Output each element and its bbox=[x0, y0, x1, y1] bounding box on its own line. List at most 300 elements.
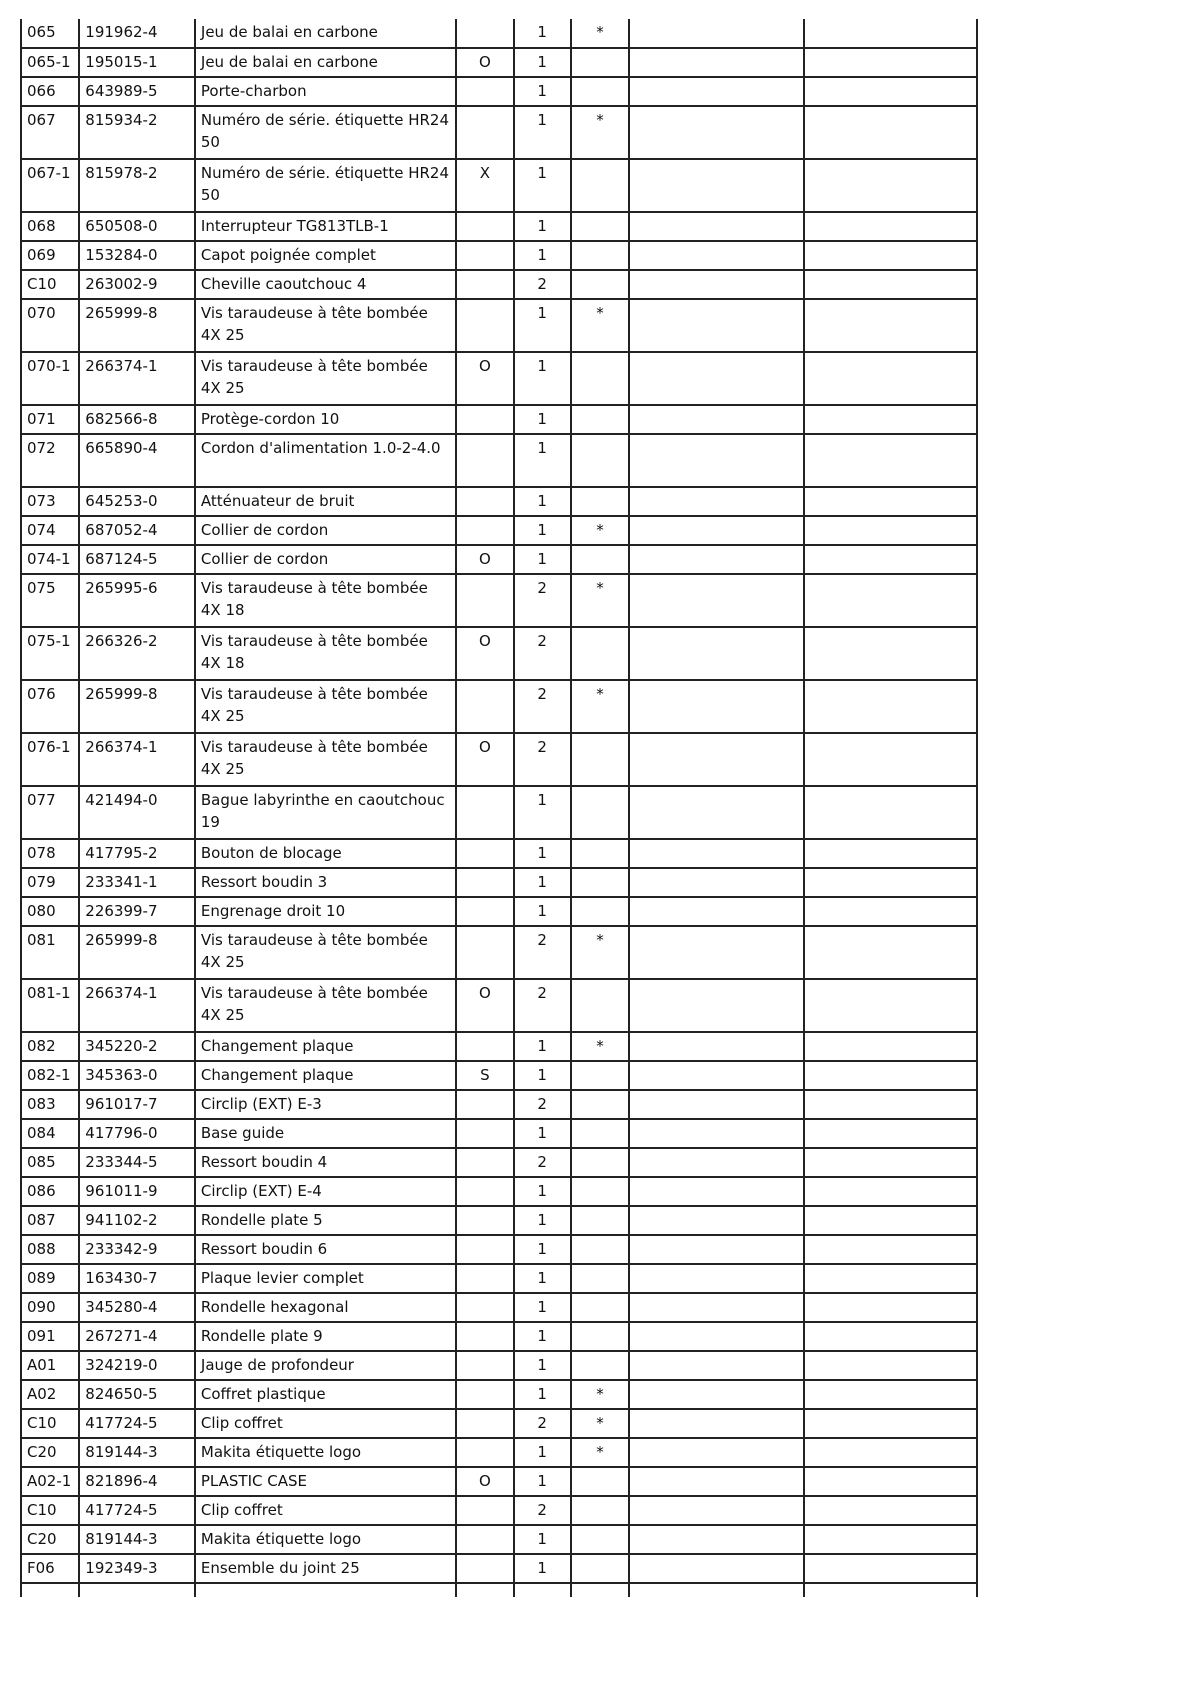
part-number-cell: 191962-4 bbox=[79, 19, 195, 48]
empty-cell bbox=[629, 1467, 804, 1496]
note-cell bbox=[571, 270, 629, 299]
description-cell: Cheville caoutchouc 4 bbox=[195, 270, 456, 299]
empty-cell bbox=[804, 1264, 977, 1293]
empty-cell bbox=[804, 241, 977, 270]
empty-cell bbox=[804, 1148, 977, 1177]
table-row bbox=[21, 1177, 977, 1206]
note-cell bbox=[571, 1177, 629, 1206]
empty-cell bbox=[804, 786, 977, 839]
part-number-cell: 643989-5 bbox=[79, 77, 195, 106]
description-cell: Base guide bbox=[195, 1119, 456, 1148]
code-cell bbox=[456, 1351, 513, 1380]
description-cell: Makita étiquette logo bbox=[195, 1525, 456, 1554]
table-row bbox=[21, 1409, 977, 1438]
empty-cell bbox=[629, 1032, 804, 1061]
description-cell: Circlip (EXT) E-4 bbox=[195, 1177, 456, 1206]
table-row bbox=[21, 1554, 977, 1583]
item-number-cell: 076-1 bbox=[21, 733, 79, 786]
table-row bbox=[21, 545, 977, 574]
quantity-cell: 1 bbox=[514, 1032, 571, 1061]
table-row bbox=[21, 1322, 977, 1351]
code-cell bbox=[456, 1525, 513, 1554]
item-number-cell: 091 bbox=[21, 1322, 79, 1351]
table-row bbox=[21, 48, 977, 77]
empty-cell bbox=[804, 1583, 977, 1597]
note-cell bbox=[571, 1090, 629, 1119]
empty-cell bbox=[629, 926, 804, 979]
table-row bbox=[21, 516, 977, 545]
note-cell bbox=[571, 1467, 629, 1496]
item-number-cell: 088 bbox=[21, 1235, 79, 1264]
table-row bbox=[21, 1293, 977, 1322]
quantity-cell: 1 bbox=[514, 299, 571, 352]
item-number-cell: 085 bbox=[21, 1148, 79, 1177]
note-cell bbox=[571, 1525, 629, 1554]
code-cell bbox=[456, 1496, 513, 1525]
empty-cell bbox=[804, 868, 977, 897]
item-number-cell: C20 bbox=[21, 1525, 79, 1554]
description-cell: Vis taraudeuse à tête bombée 4X 25 bbox=[195, 352, 456, 405]
table-row bbox=[21, 77, 977, 106]
description-cell: Vis taraudeuse à tête bombée 4X 25 bbox=[195, 680, 456, 733]
code-cell bbox=[456, 786, 513, 839]
quantity-cell: 2 bbox=[514, 270, 571, 299]
empty-cell bbox=[629, 868, 804, 897]
part-number-cell: 233344-5 bbox=[79, 1148, 195, 1177]
quantity-cell: 1 bbox=[514, 106, 571, 159]
description-cell: Capot poignée complet bbox=[195, 241, 456, 270]
part-number-cell: 265999-8 bbox=[79, 299, 195, 352]
part-number-cell: 265999-8 bbox=[79, 926, 195, 979]
code-cell bbox=[456, 897, 513, 926]
quantity-cell: 1 bbox=[514, 77, 571, 106]
empty-cell bbox=[804, 1177, 977, 1206]
part-number-cell: 265999-8 bbox=[79, 680, 195, 733]
note-cell: * bbox=[571, 516, 629, 545]
part-number-cell: 195015-1 bbox=[79, 48, 195, 77]
table-row bbox=[21, 627, 977, 680]
empty-cell bbox=[804, 627, 977, 680]
item-number-cell: 089 bbox=[21, 1264, 79, 1293]
quantity-cell: 2 bbox=[514, 926, 571, 979]
empty-cell bbox=[804, 1438, 977, 1467]
code-cell bbox=[456, 212, 513, 241]
table-row bbox=[21, 868, 977, 897]
item-number-cell: C10 bbox=[21, 1409, 79, 1438]
item-number-cell: 076 bbox=[21, 680, 79, 733]
empty-cell bbox=[629, 545, 804, 574]
empty-cell bbox=[629, 839, 804, 868]
empty-cell bbox=[804, 405, 977, 434]
note-cell: * bbox=[571, 574, 629, 627]
code-cell bbox=[456, 77, 513, 106]
description-cell: Changement plaque bbox=[195, 1032, 456, 1061]
note-cell bbox=[571, 77, 629, 106]
description-cell: PLASTIC CASE bbox=[195, 1467, 456, 1496]
part-number-cell: 645253-0 bbox=[79, 487, 195, 516]
code-cell bbox=[456, 19, 513, 48]
note-cell: * bbox=[571, 19, 629, 48]
empty-cell bbox=[629, 1409, 804, 1438]
note-cell bbox=[571, 48, 629, 77]
code-cell bbox=[456, 574, 513, 627]
note-cell bbox=[571, 868, 629, 897]
description-cell: Porte-charbon bbox=[195, 77, 456, 106]
part-number-cell: 815934-2 bbox=[79, 106, 195, 159]
part-number-cell: 265995-6 bbox=[79, 574, 195, 627]
table-row bbox=[21, 241, 977, 270]
empty-cell bbox=[629, 1264, 804, 1293]
item-number-cell: 075-1 bbox=[21, 627, 79, 680]
description-cell: Clip coffret bbox=[195, 1409, 456, 1438]
note-cell bbox=[571, 545, 629, 574]
code-cell bbox=[456, 1177, 513, 1206]
empty-cell bbox=[629, 680, 804, 733]
table-row bbox=[21, 1380, 977, 1409]
note-cell: * bbox=[571, 926, 629, 979]
code-cell: O bbox=[456, 545, 513, 574]
item-number-cell: 067-1 bbox=[21, 159, 79, 212]
description-cell: Vis taraudeuse à tête bombée 4X 25 bbox=[195, 299, 456, 352]
empty-cell bbox=[804, 19, 977, 48]
empty-cell bbox=[804, 1351, 977, 1380]
part-number-cell: 233342-9 bbox=[79, 1235, 195, 1264]
description-cell: Vis taraudeuse à tête bombée 4X 18 bbox=[195, 574, 456, 627]
empty-cell bbox=[629, 1351, 804, 1380]
empty-cell bbox=[804, 1032, 977, 1061]
empty-cell bbox=[804, 1554, 977, 1583]
empty-cell bbox=[79, 1583, 195, 1597]
item-number-cell: 065 bbox=[21, 19, 79, 48]
quantity-cell: 1 bbox=[514, 1206, 571, 1235]
empty-cell bbox=[629, 516, 804, 545]
empty-cell bbox=[629, 786, 804, 839]
item-number-cell: 081-1 bbox=[21, 979, 79, 1032]
note-cell: * bbox=[571, 1409, 629, 1438]
empty-cell bbox=[804, 77, 977, 106]
empty-cell bbox=[629, 106, 804, 159]
part-number-cell: 421494-0 bbox=[79, 786, 195, 839]
part-number-cell: 815978-2 bbox=[79, 159, 195, 212]
empty-cell bbox=[629, 979, 804, 1032]
empty-cell bbox=[629, 212, 804, 241]
note-cell bbox=[571, 1496, 629, 1525]
note-cell bbox=[571, 1119, 629, 1148]
table-row bbox=[21, 352, 977, 405]
empty-cell bbox=[629, 1090, 804, 1119]
empty-cell bbox=[629, 352, 804, 405]
part-number-cell: 266374-1 bbox=[79, 979, 195, 1032]
item-number-cell: 087 bbox=[21, 1206, 79, 1235]
note-cell: * bbox=[571, 299, 629, 352]
item-number-cell: 069 bbox=[21, 241, 79, 270]
code-cell bbox=[456, 1235, 513, 1264]
code-cell: O bbox=[456, 1467, 513, 1496]
empty-cell bbox=[195, 1583, 456, 1597]
empty-cell bbox=[629, 1525, 804, 1554]
empty-cell bbox=[629, 1496, 804, 1525]
description-cell: Vis taraudeuse à tête bombée 4X 25 bbox=[195, 926, 456, 979]
code-cell bbox=[456, 1264, 513, 1293]
empty-cell bbox=[804, 159, 977, 212]
empty-cell bbox=[629, 405, 804, 434]
code-cell bbox=[456, 1380, 513, 1409]
quantity-cell: 1 bbox=[514, 1235, 571, 1264]
quantity-cell: 1 bbox=[514, 1293, 571, 1322]
item-number-cell: 077 bbox=[21, 786, 79, 839]
table-row bbox=[21, 786, 977, 839]
code-cell bbox=[456, 1032, 513, 1061]
empty-cell bbox=[804, 1409, 977, 1438]
empty-cell bbox=[804, 434, 977, 487]
part-number-cell: 961017-7 bbox=[79, 1090, 195, 1119]
part-number-cell: 682566-8 bbox=[79, 405, 195, 434]
item-number-cell: 074-1 bbox=[21, 545, 79, 574]
description-cell: Bague labyrinthe en caoutchouc 19 bbox=[195, 786, 456, 839]
empty-cell bbox=[804, 1090, 977, 1119]
quantity-cell: 2 bbox=[514, 1409, 571, 1438]
empty-cell bbox=[629, 1293, 804, 1322]
table-row bbox=[21, 1148, 977, 1177]
part-number-cell: 650508-0 bbox=[79, 212, 195, 241]
quantity-cell: 1 bbox=[514, 1322, 571, 1351]
description-cell: Engrenage droit 10 bbox=[195, 897, 456, 926]
note-cell bbox=[571, 1351, 629, 1380]
description-cell: Collier de cordon bbox=[195, 516, 456, 545]
table-row bbox=[21, 839, 977, 868]
code-cell bbox=[456, 106, 513, 159]
item-number-cell: 080 bbox=[21, 897, 79, 926]
code-cell bbox=[456, 405, 513, 434]
empty-cell bbox=[804, 897, 977, 926]
note-cell bbox=[571, 405, 629, 434]
part-number-cell: 233341-1 bbox=[79, 868, 195, 897]
table-row bbox=[21, 574, 977, 627]
table-row bbox=[21, 926, 977, 979]
description-cell: Circlip (EXT) E-3 bbox=[195, 1090, 456, 1119]
description-cell: Vis taraudeuse à tête bombée 4X 25 bbox=[195, 733, 456, 786]
note-cell: * bbox=[571, 680, 629, 733]
item-number-cell: 086 bbox=[21, 1177, 79, 1206]
part-number-cell: 163430-7 bbox=[79, 1264, 195, 1293]
empty-cell bbox=[804, 926, 977, 979]
item-number-cell: 071 bbox=[21, 405, 79, 434]
empty-cell bbox=[629, 434, 804, 487]
code-cell bbox=[456, 1206, 513, 1235]
empty-cell bbox=[804, 106, 977, 159]
part-number-cell: 266374-1 bbox=[79, 352, 195, 405]
part-number-cell: 417795-2 bbox=[79, 839, 195, 868]
empty-cell bbox=[804, 1322, 977, 1351]
item-number-cell: 067 bbox=[21, 106, 79, 159]
code-cell bbox=[456, 1090, 513, 1119]
empty-cell bbox=[804, 574, 977, 627]
quantity-cell: 1 bbox=[514, 241, 571, 270]
quantity-cell: 1 bbox=[514, 868, 571, 897]
empty-cell bbox=[629, 1061, 804, 1090]
item-number-cell: 073 bbox=[21, 487, 79, 516]
empty-cell bbox=[804, 1119, 977, 1148]
description-cell: Atténuateur de bruit bbox=[195, 487, 456, 516]
part-number-cell: 153284-0 bbox=[79, 241, 195, 270]
empty-cell bbox=[629, 627, 804, 680]
empty-cell bbox=[456, 1583, 513, 1597]
item-number-cell: A01 bbox=[21, 1351, 79, 1380]
description-cell: Clip coffret bbox=[195, 1496, 456, 1525]
item-number-cell: 065-1 bbox=[21, 48, 79, 77]
note-cell bbox=[571, 979, 629, 1032]
code-cell: O bbox=[456, 979, 513, 1032]
part-number-cell: 417724-5 bbox=[79, 1496, 195, 1525]
description-cell: Bouton de blocage bbox=[195, 839, 456, 868]
quantity-cell: 1 bbox=[514, 48, 571, 77]
empty-cell bbox=[804, 270, 977, 299]
quantity-cell: 1 bbox=[514, 1264, 571, 1293]
empty-cell bbox=[629, 48, 804, 77]
quantity-cell: 1 bbox=[514, 434, 571, 487]
empty-cell bbox=[629, 1380, 804, 1409]
parts-table bbox=[20, 19, 978, 1597]
table-row bbox=[21, 434, 977, 487]
item-number-cell: 068 bbox=[21, 212, 79, 241]
description-cell: Cordon d'alimentation 1.0-2-4.0 bbox=[195, 434, 456, 487]
note-cell bbox=[571, 1061, 629, 1090]
quantity-cell: 1 bbox=[514, 1177, 571, 1206]
note-cell bbox=[571, 897, 629, 926]
part-number-cell: 819144-3 bbox=[79, 1438, 195, 1467]
quantity-cell: 1 bbox=[514, 212, 571, 241]
note-cell bbox=[571, 1235, 629, 1264]
empty-cell bbox=[804, 1235, 977, 1264]
empty-cell bbox=[804, 1496, 977, 1525]
quantity-cell: 1 bbox=[514, 1554, 571, 1583]
part-number-cell: 687052-4 bbox=[79, 516, 195, 545]
item-number-cell: 070-1 bbox=[21, 352, 79, 405]
empty-cell bbox=[629, 487, 804, 516]
empty-cell bbox=[804, 516, 977, 545]
note-cell bbox=[571, 1554, 629, 1583]
note-cell bbox=[571, 1293, 629, 1322]
code-cell bbox=[456, 1148, 513, 1177]
table-row bbox=[21, 270, 977, 299]
part-number-cell: 267271-4 bbox=[79, 1322, 195, 1351]
note-cell bbox=[571, 1206, 629, 1235]
description-cell: Ressort boudin 4 bbox=[195, 1148, 456, 1177]
part-number-cell: 192349-3 bbox=[79, 1554, 195, 1583]
part-number-cell: 821896-4 bbox=[79, 1467, 195, 1496]
note-cell: * bbox=[571, 1438, 629, 1467]
table-row bbox=[21, 1525, 977, 1554]
description-cell: Makita étiquette logo bbox=[195, 1438, 456, 1467]
quantity-cell: 1 bbox=[514, 1438, 571, 1467]
note-cell bbox=[571, 1264, 629, 1293]
description-cell: Vis taraudeuse à tête bombée 4X 25 bbox=[195, 979, 456, 1032]
code-cell bbox=[456, 299, 513, 352]
quantity-cell: 1 bbox=[514, 897, 571, 926]
quantity-cell: 1 bbox=[514, 487, 571, 516]
part-number-cell: 819144-3 bbox=[79, 1525, 195, 1554]
code-cell bbox=[456, 1119, 513, 1148]
item-number-cell: 075 bbox=[21, 574, 79, 627]
empty-cell bbox=[629, 1583, 804, 1597]
item-number-cell: 074 bbox=[21, 516, 79, 545]
empty-cell bbox=[804, 1061, 977, 1090]
item-number-cell: A02-1 bbox=[21, 1467, 79, 1496]
quantity-cell: 1 bbox=[514, 1119, 571, 1148]
code-cell bbox=[456, 680, 513, 733]
table-row bbox=[21, 897, 977, 926]
code-cell bbox=[456, 516, 513, 545]
quantity-cell: 2 bbox=[514, 574, 571, 627]
quantity-cell: 1 bbox=[514, 19, 571, 48]
part-number-cell: 941102-2 bbox=[79, 1206, 195, 1235]
table-row bbox=[21, 405, 977, 434]
empty-cell bbox=[629, 897, 804, 926]
empty-cell bbox=[629, 1206, 804, 1235]
item-number-cell: 078 bbox=[21, 839, 79, 868]
empty-cell bbox=[804, 1293, 977, 1322]
item-number-cell: 082 bbox=[21, 1032, 79, 1061]
note-cell bbox=[571, 241, 629, 270]
item-number-cell: 070 bbox=[21, 299, 79, 352]
code-cell bbox=[456, 868, 513, 897]
empty-cell bbox=[804, 48, 977, 77]
empty-cell bbox=[629, 19, 804, 48]
code-cell bbox=[456, 1438, 513, 1467]
empty-cell bbox=[629, 1148, 804, 1177]
empty-cell bbox=[629, 159, 804, 212]
part-number-cell: 961011-9 bbox=[79, 1177, 195, 1206]
empty-cell bbox=[629, 1322, 804, 1351]
part-number-cell: 345280-4 bbox=[79, 1293, 195, 1322]
part-number-cell: 687124-5 bbox=[79, 545, 195, 574]
table-row bbox=[21, 1206, 977, 1235]
part-number-cell: 226399-7 bbox=[79, 897, 195, 926]
table-row bbox=[21, 1467, 977, 1496]
table-row bbox=[21, 1496, 977, 1525]
note-cell bbox=[571, 786, 629, 839]
note-cell bbox=[571, 627, 629, 680]
code-cell bbox=[456, 270, 513, 299]
note-cell bbox=[571, 212, 629, 241]
empty-cell bbox=[629, 733, 804, 786]
table-row-cutoff bbox=[21, 1583, 977, 1597]
code-cell: X bbox=[456, 159, 513, 212]
table-row bbox=[21, 979, 977, 1032]
description-cell: Changement plaque bbox=[195, 1061, 456, 1090]
note-cell bbox=[571, 434, 629, 487]
part-number-cell: 263002-9 bbox=[79, 270, 195, 299]
part-number-cell: 266326-2 bbox=[79, 627, 195, 680]
quantity-cell: 1 bbox=[514, 545, 571, 574]
empty-cell bbox=[804, 545, 977, 574]
empty-cell bbox=[629, 270, 804, 299]
note-cell bbox=[571, 1148, 629, 1177]
table-row bbox=[21, 1061, 977, 1090]
quantity-cell: 2 bbox=[514, 1090, 571, 1119]
empty-cell bbox=[629, 1554, 804, 1583]
table-row bbox=[21, 299, 977, 352]
quantity-cell: 2 bbox=[514, 627, 571, 680]
item-number-cell: 083 bbox=[21, 1090, 79, 1119]
quantity-cell: 2 bbox=[514, 1148, 571, 1177]
empty-cell bbox=[804, 733, 977, 786]
empty-cell bbox=[804, 839, 977, 868]
empty-cell bbox=[629, 1235, 804, 1264]
empty-cell bbox=[629, 299, 804, 352]
description-cell: Vis taraudeuse à tête bombée 4X 18 bbox=[195, 627, 456, 680]
quantity-cell: 2 bbox=[514, 680, 571, 733]
